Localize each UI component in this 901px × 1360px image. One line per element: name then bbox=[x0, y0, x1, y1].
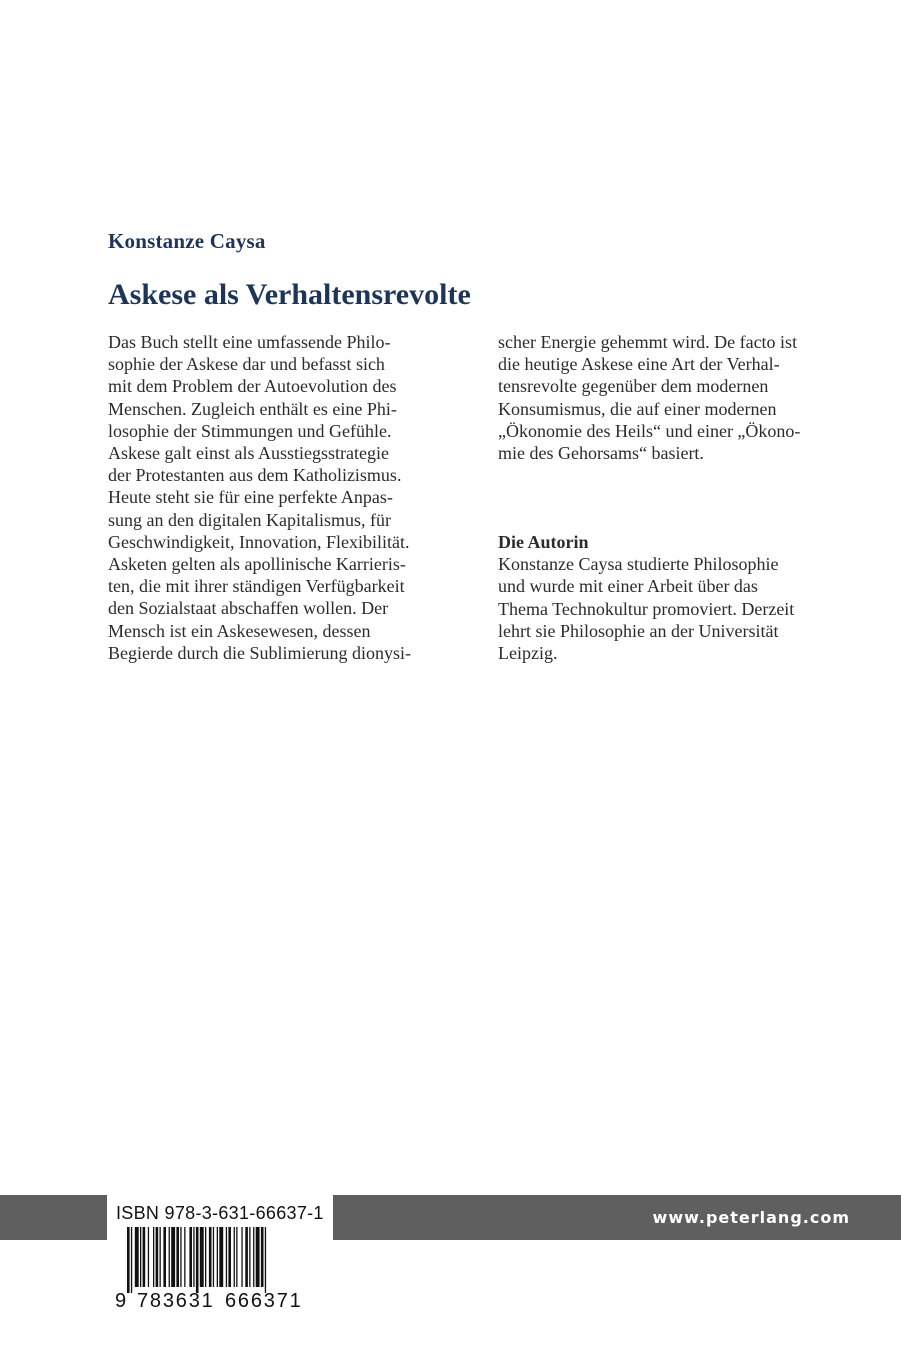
barcode-bar bbox=[196, 1227, 199, 1293]
barcode-bar bbox=[153, 1227, 154, 1287]
description-line: „Ökonomie des Heils“ und einer „Ökono- bbox=[498, 420, 801, 441]
barcode-bar bbox=[156, 1227, 159, 1287]
description-line: scher Energie gehemmt wird. De facto ist bbox=[498, 332, 798, 352]
description-line: tensrevolte gegenüber dem modernen bbox=[498, 376, 769, 397]
author-bio-line: und wurde mit einer Arbeit über das bbox=[498, 576, 758, 597]
description-line: mie des Gehorsams“ basiert. bbox=[498, 443, 704, 464]
description-line: Heute steht sie für eine perfekte Anpas- bbox=[108, 487, 393, 508]
barcode-bar bbox=[127, 1227, 130, 1293]
barcode-bar bbox=[228, 1227, 231, 1287]
barcode-bar bbox=[219, 1227, 223, 1287]
barcode-bar bbox=[189, 1227, 192, 1287]
barcode-bar bbox=[209, 1227, 212, 1287]
description-line: Konsumismus, die auf einer modernen bbox=[498, 398, 777, 419]
barcode-bar bbox=[234, 1227, 235, 1287]
isbn-barcode-box bbox=[107, 1195, 333, 1325]
book-title: Askese als Verhaltensrevolte bbox=[108, 278, 471, 311]
barcode-bar bbox=[176, 1227, 179, 1287]
author-bio bbox=[498, 531, 878, 664]
barcode-bar bbox=[205, 1227, 206, 1287]
description-line: Asketen gelten als apollinische Karrieris- bbox=[108, 554, 406, 575]
author-bio-line: Thema Technokultur promoviert. Derzeit bbox=[498, 598, 795, 619]
barcode-bar bbox=[200, 1227, 204, 1287]
description-line: mit dem Problem der Autoevolution des bbox=[108, 376, 397, 397]
publisher-website: www.peterlang.com bbox=[652, 1208, 850, 1227]
author-bio-heading: Die Autorin bbox=[498, 532, 589, 552]
description-line: ten, die mit ihrer ständigen Verfügbarkeit bbox=[108, 576, 405, 597]
barcode-bar bbox=[140, 1227, 141, 1287]
description-right-column bbox=[498, 331, 858, 464]
barcode-bar bbox=[217, 1227, 218, 1287]
isbn-label: ISBN 978-3-631-66637-1 bbox=[116, 1203, 324, 1223]
description-line: sophie der Askese dar und befasst sich bbox=[108, 354, 385, 375]
description-line: Geschwindigkeit, Innovation, Flexibilität. bbox=[108, 531, 410, 552]
barcode-bar bbox=[261, 1227, 264, 1287]
description-line: Menschen. Zugleich enthält es eine Phi- bbox=[108, 398, 397, 419]
description-line: Das Buch stellt eine umfassende Philo- bbox=[108, 332, 391, 352]
description-line: Begierde durch die Sublimierung dionysi- bbox=[108, 642, 411, 663]
barcode-digit-group-left: 783631 bbox=[137, 1290, 215, 1312]
barcode-digit-group-right: 666371 bbox=[225, 1290, 303, 1312]
author-name: Konstanze Caysa bbox=[108, 229, 266, 253]
description-line: die heutige Askese eine Art der Verhal- bbox=[498, 354, 780, 375]
barcode-bar bbox=[184, 1227, 185, 1287]
barcode-bar bbox=[135, 1227, 139, 1287]
barcode-bar bbox=[160, 1227, 161, 1287]
barcode-bar bbox=[163, 1227, 166, 1287]
barcode-bar bbox=[131, 1227, 132, 1293]
description-line: sung an den digitalen Kapitalismus, für bbox=[108, 509, 391, 530]
barcode-bar bbox=[171, 1227, 175, 1287]
author-bio-line: Konstanze Caysa studierte Philosophie bbox=[498, 554, 779, 575]
barcode-bar bbox=[245, 1227, 248, 1287]
barcode-bar bbox=[169, 1227, 170, 1287]
barcode-bar bbox=[253, 1227, 254, 1287]
barcode-bar bbox=[143, 1227, 146, 1287]
barcode-bar bbox=[265, 1227, 266, 1293]
description-line: den Sozialstaat abschaffen wollen. Der bbox=[108, 598, 389, 619]
barcode-bar bbox=[241, 1227, 242, 1287]
barcode-bar bbox=[249, 1227, 250, 1287]
description-line: Askese galt einst als Ausstiegsstrategie bbox=[108, 443, 389, 464]
barcode-bar bbox=[180, 1227, 181, 1287]
barcode-bar bbox=[148, 1227, 149, 1287]
barcode-bar bbox=[236, 1227, 237, 1287]
barcode-bar bbox=[213, 1227, 214, 1287]
barcode-graphic bbox=[107, 1227, 333, 1295]
description-line: der Protestanten aus dem Katholizismus. bbox=[108, 465, 402, 486]
author-bio-line: Leipzig. bbox=[498, 643, 558, 664]
description-line: Mensch ist ein Askesewesen, dessen bbox=[108, 620, 371, 641]
barcode-bar bbox=[193, 1227, 194, 1287]
barcode-bar bbox=[226, 1227, 227, 1287]
author-bio-line: lehrt sie Philosophie an der Universität bbox=[498, 620, 779, 641]
description-left-column bbox=[108, 331, 468, 664]
barcode-bar bbox=[256, 1227, 260, 1287]
description-line: losophie der Stimmungen und Gefühle. bbox=[108, 420, 392, 441]
barcode-lead-digit: 9 bbox=[115, 1290, 128, 1312]
